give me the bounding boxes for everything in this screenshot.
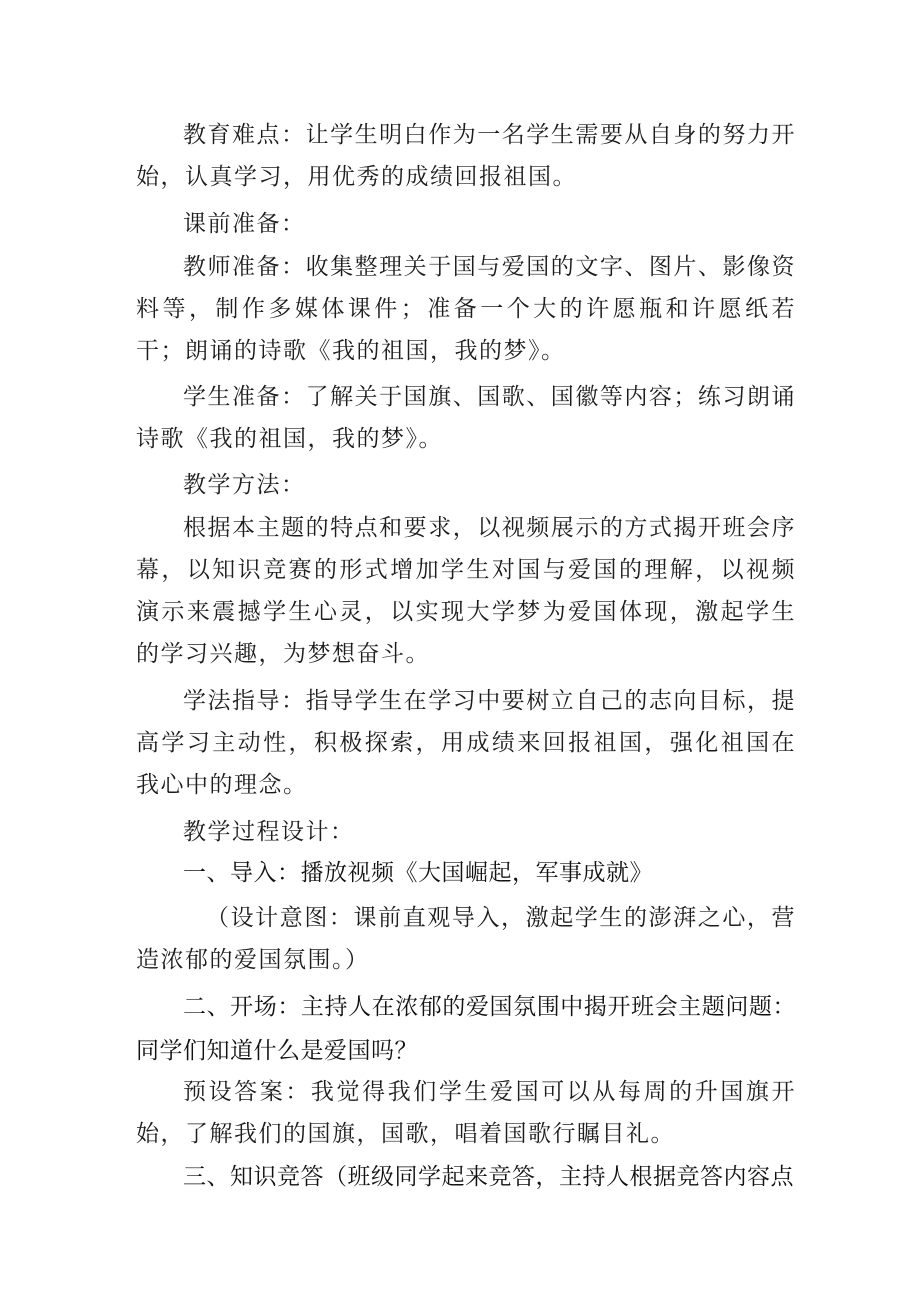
heading-teaching-method: 教学方法： — [183, 472, 306, 498]
heading-step-2-opening: 二、开场：主持人在浓郁的爱国氛围中揭开班会主题问题：同学们知道什么是爱国吗？ — [136, 994, 796, 1064]
paragraph-student-preparation: 学生准备：了解关于国旗、国歌、国徽等内容；练习朗诵诗歌《我的祖国，我的梦》。 — [136, 384, 796, 452]
paragraph-step-1-design-intent: （设计意图：课前直观导入，激起学生的澎湃之心，营造浓郁的爱国氛围。） — [136, 905, 796, 973]
paragraph-teacher-preparation: 教师准备：收集整理关于国与爱国的文字、图片、影像资料等，制作多媒体课件；准备一个大的许愿瓶和许愿纸若干；朗诵的诗歌《我的祖国，我的梦》。 — [136, 254, 796, 364]
heading-teaching-process: 教学过程设计： — [183, 819, 355, 845]
paragraph-teaching-method: 根据本主题的特点和要求，以视频展示的方式揭开班会序幕，以知识竞赛的形式增加学生对国与爱国的理解，以视频演示来震撼学生心灵，以实现大学梦为爱国体现，激起学生的学习兴趣，为梦想奋斗。 — [136, 515, 796, 667]
heading-pre-class-preparation: 课前准备： — [183, 211, 306, 237]
paragraph-study-guidance: 学法指导：指导学生在学习中要树立自己的志向目标，提高学习主动性，积极探索，用成绩来回报祖国，强化祖国在我心中的理念。 — [136, 688, 796, 798]
paragraph-preset-answer: 预设答案：我觉得我们学生爱国可以从每周的升国旗开始，了解我们的国旗，国歌，唱着国歌行瞩目礼。 — [136, 1079, 796, 1147]
heading-step-1-introduction: 一、导入：播放视频《大国崛起，军事成就》 — [183, 860, 653, 886]
paragraph-education-difficulty: 教育难点：让学生明白作为一名学生需要从自身的努力开始，认真学习，用优秀的成绩回报祖国。 — [136, 122, 796, 190]
heading-step-3-quiz: 三、知识竞答（班级同学起来竞答，主持人根据竞答内容点 — [183, 1164, 794, 1190]
